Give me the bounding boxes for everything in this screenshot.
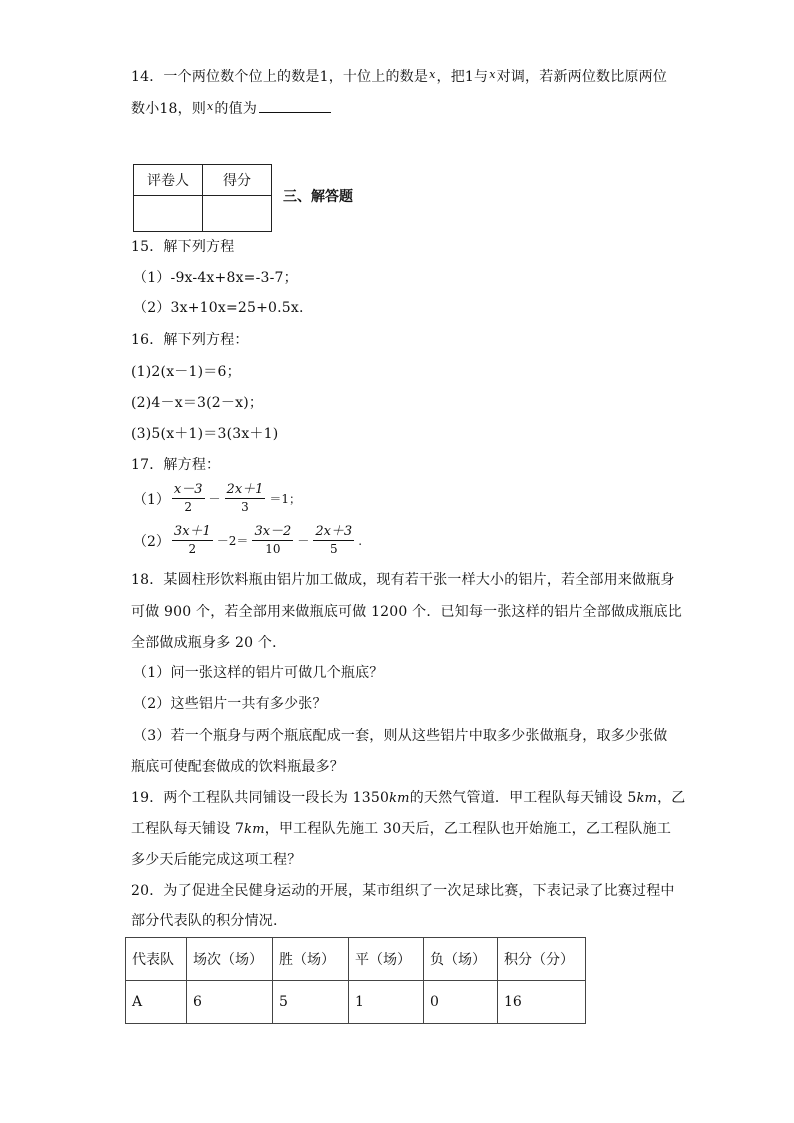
q14-line1: 14．一个两位数个位上的数是1，十位上的数是$^x$，把1与$^x$对调，若新两位数比原两位 bbox=[131, 68, 668, 85]
answer-blank bbox=[259, 100, 331, 113]
q18-part2: （2）这些铝片一共有多少张？ bbox=[133, 696, 327, 712]
q15-part2: （2）3x+10x=25+0.5x. bbox=[133, 300, 304, 316]
fraction: $\frac{x-3}{2}$ bbox=[173, 482, 203, 514]
fraction: $\frac{2x+1}{3}$ bbox=[226, 482, 264, 514]
fraction: $\frac{2x+3}{5}$ bbox=[315, 524, 353, 556]
variable-x: x bbox=[429, 68, 436, 81]
q17-part2: （2） $\frac{3x+1}{2}$ －2＝ $\frac{3x-2}{10}$ － $\frac{2x+3}{5}$ . bbox=[133, 524, 363, 556]
table-row bbox=[126, 981, 586, 1024]
variable-x: x bbox=[207, 100, 214, 113]
table-header: 胜（场） bbox=[273, 938, 349, 981]
unit-km: km bbox=[389, 791, 410, 806]
section-title: 三、解答题 bbox=[283, 189, 353, 205]
table-header-row bbox=[126, 938, 586, 981]
table-cell: 1 bbox=[349, 981, 424, 1024]
score-table bbox=[125, 937, 586, 1024]
fraction: $\frac{3x-2}{10}$ bbox=[254, 524, 292, 556]
q18-line1: 18．某圆柱形饮料瓶由铝片加工做成，现有若干张一样大小的铝片，若全部用来做瓶身 bbox=[131, 572, 675, 588]
q18-line2: 可做 900 个，若全部用来做瓶底可做 1200 个．已知每一张这样的铝片全部做成瓶底比 bbox=[131, 604, 682, 620]
q16-title: 16．解下列方程： bbox=[131, 332, 249, 348]
table-cell: 0 bbox=[424, 981, 498, 1024]
unit-km: km bbox=[636, 791, 658, 806]
q16-part2: (2)4－x＝3(2－x)； bbox=[131, 395, 264, 411]
table-header: 积分（分） bbox=[498, 938, 586, 981]
q19-line1: 19．两个工程队共同铺设一段长为 1350km的天然气管道．甲工程队每天铺设 5km，乙 bbox=[131, 790, 686, 806]
table-header: 负（场） bbox=[424, 938, 498, 981]
q16-part3: (3)5(x＋1)＝3(3x＋1) bbox=[131, 426, 279, 442]
score-header: 得分 bbox=[203, 165, 272, 196]
q17-part1: （1） $\frac{x-3}{2}$ － $\frac{2x+1}{3}$ ＝1； bbox=[133, 482, 302, 514]
q18-part3: （3）若一个瓶身与两个瓶底配成一套，则从这些铝片中取多少张做瓶身，取多少张做 bbox=[133, 728, 668, 744]
table-cell: 6 bbox=[187, 981, 273, 1024]
table-cell: 5 bbox=[273, 981, 349, 1024]
table-cell: 16 bbox=[498, 981, 586, 1024]
table-cell: A bbox=[126, 981, 187, 1024]
score-cell bbox=[203, 196, 272, 232]
q15-part1: （1）-9x-4x+8x=-3-7； bbox=[133, 270, 298, 286]
q19-line2: 工程队每天铺设 7km，甲工程队先施工 30天后，乙工程队也开始施工，乙工程队施工 bbox=[131, 821, 672, 837]
q14-line2: 数小18，则$^x$的值为 bbox=[131, 97, 331, 119]
variable-x: x bbox=[489, 68, 496, 81]
q16-part1: (1)2(x－1)＝6； bbox=[131, 364, 241, 380]
q15-title: 15．解下列方程 bbox=[131, 239, 235, 255]
table-header: 平（场） bbox=[349, 938, 424, 981]
grader-table bbox=[133, 164, 272, 232]
table-header: 场次（场） bbox=[187, 938, 273, 981]
q18-part3-cont: 瓶底可使配套做成的饮料瓶最多？ bbox=[131, 759, 344, 775]
grader-cell bbox=[134, 196, 203, 232]
table-header: 代表队 bbox=[126, 938, 187, 981]
q19-line3: 多少天后能完成这项工程？ bbox=[131, 852, 302, 868]
unit-km: km bbox=[244, 822, 265, 837]
q17-title: 17．解方程： bbox=[131, 457, 221, 473]
q20-line1: 20．为了促进全民健身运动的开展，某市组织了一次足球比赛，下表记录了比赛过程中 bbox=[131, 883, 675, 899]
grader-header: 评卷人 bbox=[134, 165, 203, 196]
q18-line3: 全部做成瓶身多 20 个． bbox=[131, 635, 287, 651]
fraction: $\frac{3x+1}{2}$ bbox=[173, 524, 211, 556]
q20-line2: 部分代表队的积分情况. bbox=[131, 913, 278, 929]
q18-part1: （1）问一张这样的铝片可做几个瓶底？ bbox=[133, 665, 384, 681]
